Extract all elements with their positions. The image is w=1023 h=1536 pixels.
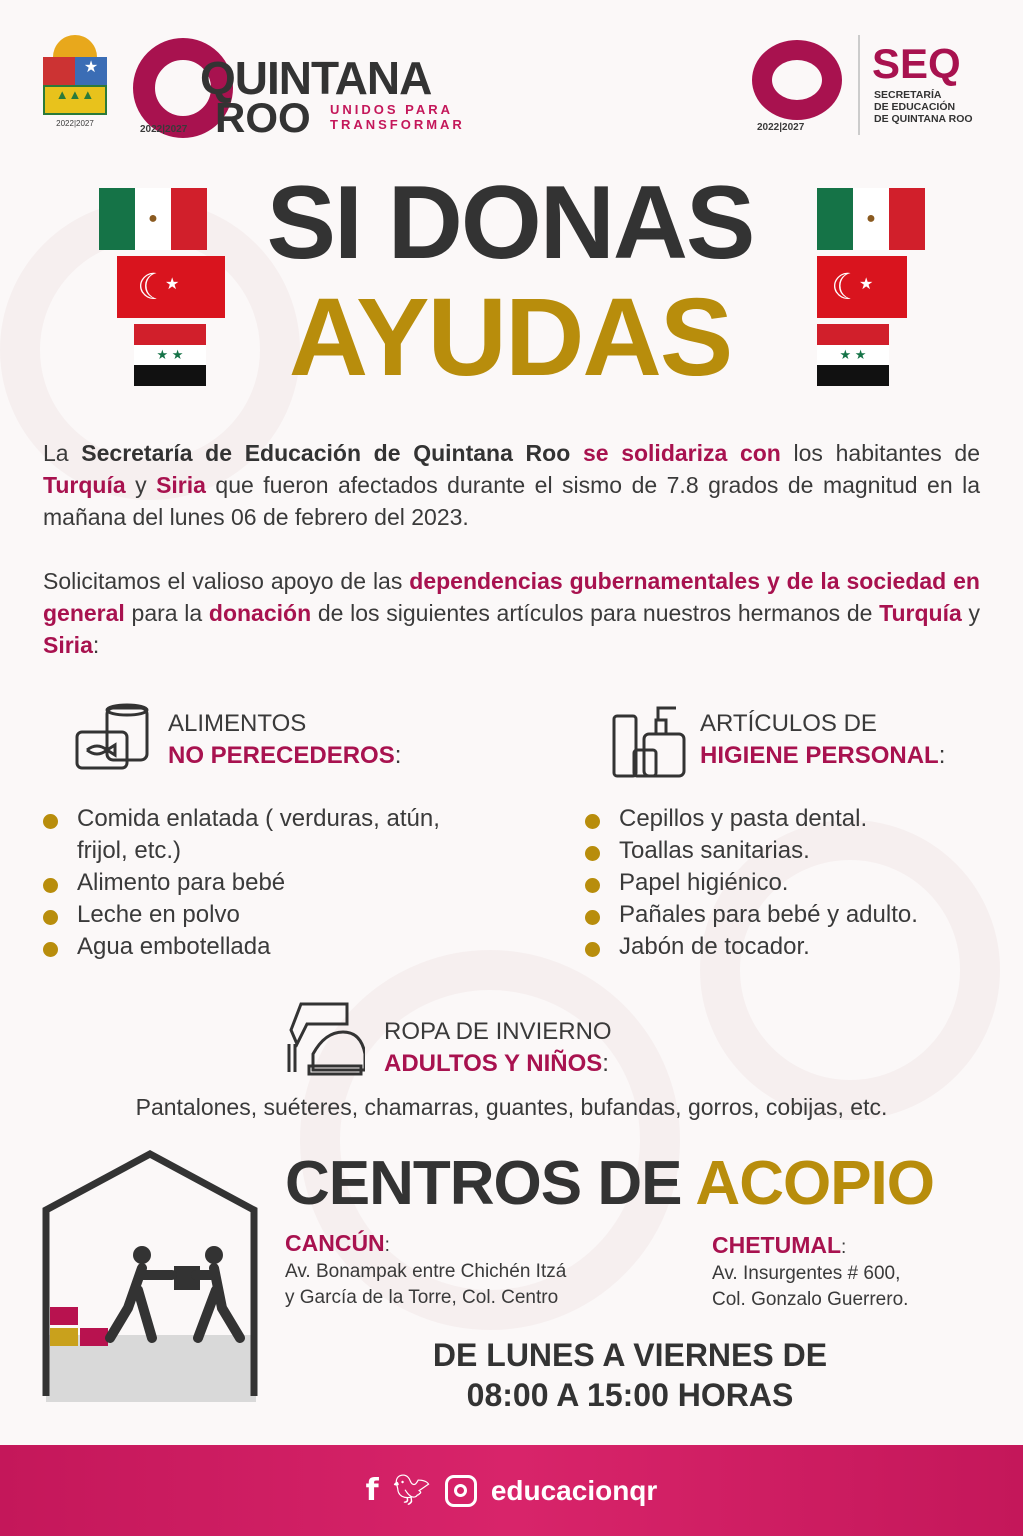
cancun-center: CANCÚN: Av. Bonampak entre Chichén Itzá y García de la Torre, Col. Centro xyxy=(285,1230,567,1308)
years-label: 2022|2027 xyxy=(757,122,805,133)
chetumal-center: CHETUMAL: Av. Insurgentes # 600, Col. Gonzalo Guerrero. xyxy=(712,1232,909,1310)
list-item: Agua embotellada xyxy=(43,931,463,963)
list-item: Cepillos y pasta dental. xyxy=(585,803,1005,835)
winter-clothes-icon xyxy=(285,1000,365,1078)
social-handle[interactable]: educacionqr xyxy=(490,1474,658,1506)
list-item: Alimento para bebé xyxy=(43,867,463,899)
turkey-flag: ☾ ★ xyxy=(117,256,225,318)
list-item: Jabón de tocador. xyxy=(585,931,1005,963)
footer-bar xyxy=(0,1445,1023,1536)
instagram-icon[interactable] xyxy=(445,1475,477,1507)
clothes-section-title: ROPA DE INVIERNO ADULTOS Y NIÑOS: xyxy=(384,1018,612,1077)
headline-line1: SI DONAS xyxy=(266,165,754,281)
list-item: Toallas sanitarias. xyxy=(585,835,1005,867)
list-item: Papel higiénico. xyxy=(585,867,1005,899)
schedule: DE LUNES A VIERNES DE 08:00 A 15:00 HORAS xyxy=(432,1337,828,1413)
quintana-wordmark: QUINTANA xyxy=(200,52,432,104)
list-item: Comida enlatada ( verduras, atún, frijol, etc.) xyxy=(43,803,463,867)
years-label: 2022|2027 xyxy=(140,124,188,135)
collection-center-icon xyxy=(42,1150,258,1404)
clothes-list: Pantalones, suéteres, chamarras, guantes, bufandas, gorros, cobijas, etc. xyxy=(135,1094,888,1120)
state-coat-of-arms-logo: ★ ▲▲▲ 2022|2027 xyxy=(43,35,107,135)
headline-line2: AYUDAS xyxy=(288,276,732,399)
hygiene-products-icon xyxy=(610,700,690,780)
roo-wordmark: ROO xyxy=(215,94,311,141)
turkey-flag: ☾ ★ xyxy=(817,256,907,318)
food-list xyxy=(43,803,463,963)
slogan: UNIDOS PARA TRANSFORMAR xyxy=(330,102,465,132)
syria-flag: ★ ★ xyxy=(134,324,206,386)
mexico-flag: ● xyxy=(817,188,925,250)
years-label: 2022|2027 xyxy=(56,119,94,128)
mexico-flag: ● xyxy=(99,188,207,250)
syria-flag: ★ ★ xyxy=(817,324,889,386)
list-item: Pañales para bebé y adulto. xyxy=(585,899,1005,931)
hygiene-section-title: ARTÍCULOS DE HIGIENE PERSONAL: xyxy=(700,710,946,769)
food-section-title: ALIMENTOS NO PERECEDEROS: xyxy=(168,710,402,769)
canned-food-icon xyxy=(73,702,153,774)
hygiene-list xyxy=(585,803,1005,963)
seq-subtitle: SECRETARÍA DE EDUCACIÓN DE QUINTANA ROO xyxy=(874,89,973,125)
intro-paragraph: La Secretaría de Educación de Quintana Roo se solidariza con los habitantes de Turquía y Siria que fueron afectados durante el sismo de 7.8 grados de magnitud en la mañana del lunes 06 de febrero del 2023. xyxy=(43,440,981,530)
request-paragraph: Solicitamos el valioso apoyo de las dependencias gubernamentales y de la sociedad en general para la donación de los siguientes artículos para nuestros hermanos de Turquía y Siria: xyxy=(43,568,980,658)
seq-wordmark: SEQ xyxy=(872,40,961,87)
seq-q-logo xyxy=(752,40,842,120)
divider xyxy=(858,35,860,135)
collection-centers-title: CENTROS DE ACOPIO xyxy=(285,1149,935,1218)
twitter-icon[interactable]: 🐦︎ xyxy=(392,1474,431,1507)
list-item: Leche en polvo xyxy=(43,899,463,931)
facebook-icon[interactable]: f xyxy=(365,1473,379,1508)
